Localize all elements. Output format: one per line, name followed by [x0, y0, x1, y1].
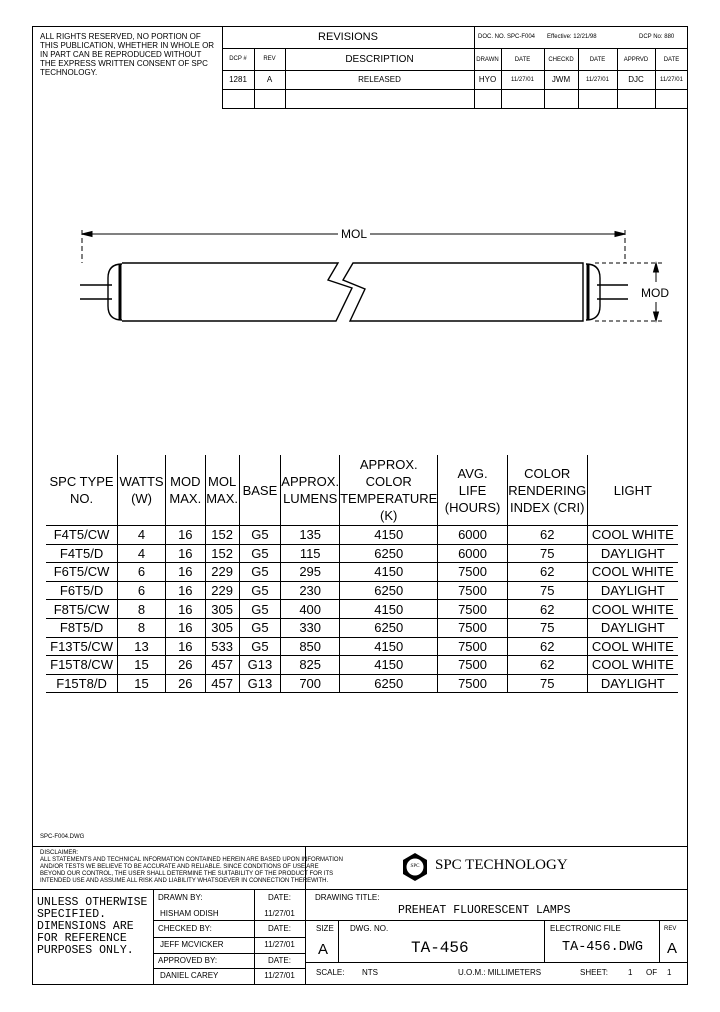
rev-header-date: DATE	[663, 57, 680, 63]
rev-header-rev: REV	[263, 56, 276, 62]
dwg-no-value: TA-456	[411, 939, 469, 957]
unless-line: UNLESS OTHERWISE	[37, 896, 148, 909]
doc-effective: Effective: 12/21/98	[547, 34, 597, 40]
scale-label: SCALE:	[316, 968, 345, 977]
date-label: DATE:	[268, 893, 291, 902]
rev-header-date: DATE	[589, 57, 606, 63]
logo-text: SPC	[410, 864, 420, 869]
disclaimer-title: DISCLAIMER:	[40, 850, 79, 856]
drawn-date: 11/27/01	[264, 909, 295, 918]
disclaimer-line: INTENDED USE AND ASSUME ALL RISK AND LIABILITY WHATSOEVER IN CONNECTION THEREWITH.	[40, 878, 329, 884]
dwg-no-label: DWG. NO.	[350, 924, 389, 933]
unless-line: SPECIFIED.	[37, 908, 107, 921]
approved-by-label: APPROVED BY:	[158, 956, 218, 965]
rev-row-rev: A	[266, 75, 273, 84]
rev-row-dcp: 1281	[229, 75, 247, 84]
mol-label: MOL	[341, 227, 368, 241]
rev-row-checkd: JWM	[551, 75, 571, 84]
disclaimer-line: ALL STATEMENTS AND TECHNICAL INFORMATION CONTAINED HEREIN ARE BASED UPON INFORMATION	[40, 857, 343, 863]
drawing-title: PREHEAT FLUORESCENT LAMPS	[398, 904, 571, 917]
file-reference: SPC-F004.DWG	[40, 834, 85, 840]
rev-row-date: 11/27/01	[586, 77, 609, 83]
of-value: 1	[667, 968, 672, 977]
size-label: SIZE	[316, 924, 334, 933]
col-header-lumens: APPROX. LUMENS	[281, 455, 340, 526]
checked-by-label: CHECKED BY:	[158, 924, 212, 933]
copyright-line: ALL RIGHTS RESERVED, NO PORTION OF	[40, 32, 201, 41]
rev-row-description: RELEASED	[358, 75, 401, 84]
date-label: DATE:	[268, 956, 291, 965]
scale-value: NTS	[362, 968, 378, 977]
table-row: F6T5/D 6 16 229 G5 230 6250 7500 75 DAYLIGHT	[46, 581, 678, 600]
table-row: F4T5/D 4 16 152 G5 115 6250 6000 75 DAYLIGHT	[46, 544, 678, 563]
rev-row-drawn: HYO	[478, 75, 497, 84]
rev-header-drawn: DRAWN	[476, 57, 499, 63]
doc-dcp-number: DCP No: 880	[639, 34, 675, 40]
rev-header-apprvd: APPRVD	[623, 57, 649, 63]
table-header-row	[46, 455, 678, 526]
checked-by-name: JEFF MCVICKER	[160, 940, 224, 949]
lamp-spec-table	[46, 455, 678, 693]
drawing-title-label: DRAWING TITLE:	[315, 893, 380, 902]
approved-date: 11/27/01	[264, 971, 295, 980]
size-value: A	[318, 941, 329, 958]
table-row: F8T5/CW 8 16 305 G5 400 4150 7500 62 COOL WHITE	[46, 600, 678, 619]
rev-row-date: 11/27/01	[511, 77, 534, 83]
col-header-color-temp: APPROX. COLOR TEMPERATURE (K)	[340, 455, 438, 526]
mod-label: MOD	[641, 286, 669, 300]
col-header-watts: WATTS (W)	[118, 455, 166, 526]
table-row: F6T5/CW 6 16 229 G5 295 4150 7500 62 COOL WHITE	[46, 563, 678, 582]
rev-header-description: DESCRIPTION	[345, 54, 414, 65]
checked-date: 11/27/01	[264, 940, 295, 949]
unless-line: PURPOSES ONLY.	[37, 944, 134, 957]
rev-header-dcp: DCP #	[229, 56, 247, 62]
col-header-light: LIGHT	[587, 455, 678, 526]
table-row: F13T5/CW 13 16 533 G5 850 4150 7500 62 COOL WHITE	[46, 637, 678, 656]
copyright-line: THIS PUBLICATION, WHETHER IN WHOLE OR	[40, 41, 215, 50]
uom: U.O.M.: MILLIMETERS	[458, 968, 542, 977]
electronic-file-label: ELECTRONIC FILE	[550, 924, 621, 933]
unless-line: DIMENSIONS ARE	[37, 920, 134, 933]
disclaimer-line: AND/OR TESTS WE BELIEVE TO BE ACCURATE AND RELIABLE. SINCE CONDITIONS OF USE ARE	[40, 864, 319, 870]
table-row: F4T5/CW 4 16 152 G5 135 4150 6000 62 COOL WHITE	[46, 526, 678, 545]
rev-value: A	[667, 940, 678, 957]
sheet-label: SHEET:	[580, 968, 609, 977]
col-header-cri: COLOR RENDERING INDEX (CRI)	[507, 455, 587, 526]
copyright-line: TECHNOLOGY.	[40, 68, 98, 77]
col-header-life: AVG. LIFE (HOURS)	[438, 455, 507, 526]
electronic-file-value: TA-456.DWG	[562, 940, 644, 955]
col-header-mol: MOL MAX.	[205, 455, 239, 526]
rev-row-date: 11/27/01	[660, 77, 683, 83]
rev-header-date: DATE	[514, 57, 531, 63]
date-label: DATE:	[268, 924, 291, 933]
doc-number: DOC. NO. SPC-F004	[478, 34, 536, 40]
table-row: F15T8/CW 15 26 457 G13 825 4150 7500 62 COOL WHITE	[46, 656, 678, 675]
col-header-base: BASE	[239, 455, 281, 526]
approved-by-name: DANIEL CAREY	[160, 971, 219, 980]
drawn-by-name: HISHAM ODISH	[160, 909, 219, 918]
rev-row-apprvd: DJC	[628, 75, 644, 84]
col-header-type: SPC TYPE NO.	[46, 455, 118, 526]
company-name: SPC TECHNOLOGY	[435, 857, 568, 873]
drawn-by-label: DRAWN BY:	[158, 893, 203, 902]
col-header-mod: MOD MAX.	[165, 455, 205, 526]
of-label: OF	[646, 968, 658, 977]
revisions-title: REVISIONS	[318, 31, 378, 43]
rev-label: REV	[664, 926, 677, 932]
unless-line: FOR REFERENCE	[37, 932, 127, 945]
sheet-value: 1	[628, 968, 633, 977]
table-row: F15T8/D 15 26 457 G13 700 6250 7500 75 DAYLIGHT	[46, 674, 678, 693]
rev-header-checkd: CHECKD	[548, 57, 574, 63]
lamp-drawing	[0, 0, 720, 440]
table-row: F8T5/D 8 16 305 G5 330 6250 7500 75 DAYLIGHT	[46, 618, 678, 637]
disclaimer-line: BEYOND OUR CONTROL, THE USER SHALL DETERMINE THE SUITABILITY OF THE PRODUCT FOR ITS	[40, 871, 334, 877]
copyright-line: IN PART CAN BE REPRODUCED WITHOUT	[40, 50, 202, 59]
copyright-line: THE EXPRESS WRITTEN CONSENT OF SPC	[40, 59, 208, 68]
